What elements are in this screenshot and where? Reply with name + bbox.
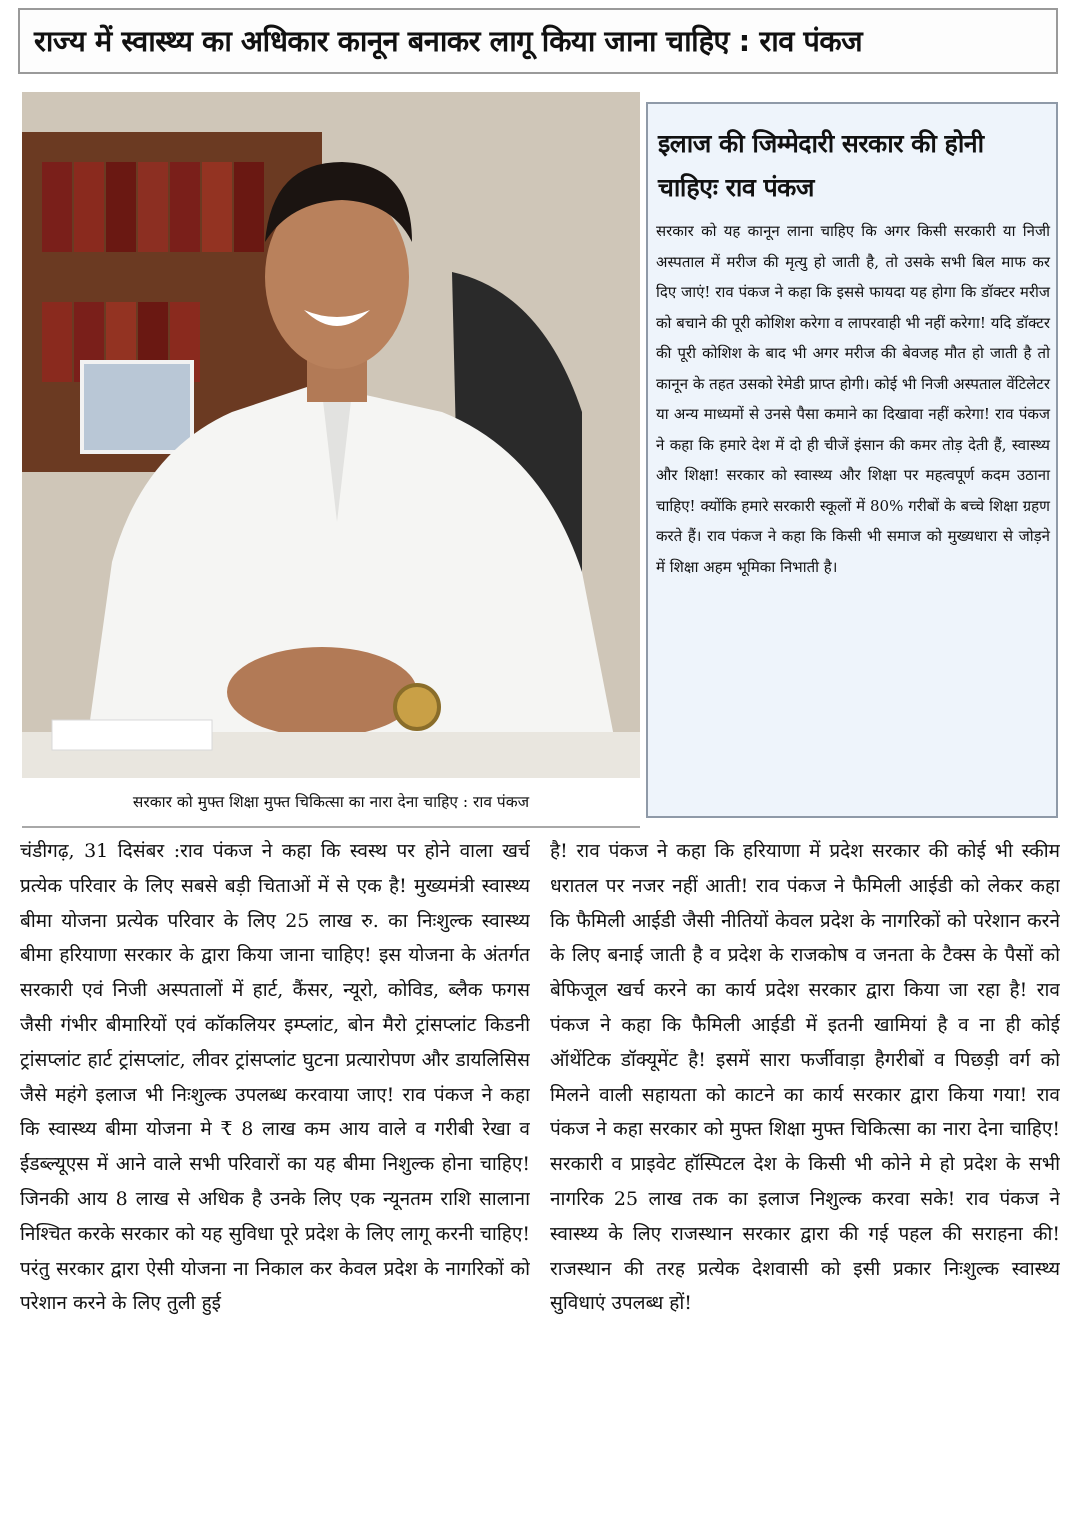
sidebar-title: इलाज की जिम्मेदारी सरकार की होनी चाहिएः राव पंकज bbox=[658, 129, 984, 202]
headline: राज्य में स्वास्थ्य का अधिकार कानून बनाकर लागू किया जाना चाहिए : राव पंकज bbox=[34, 24, 863, 58]
article-column-right: है! राव पंकज ने कहा कि हरियाणा में प्रदेश सरकार की कोई भी स्कीम धरातल पर नजर नहीं आती! राव पंकज ने फैमिली आईडी को लेकर कहा कि फैमिली आईडी जैसी नीतियों केवल प्रदेश के नागरिकों को परेशान करने के लिए बनाई जाती है व प्रदेश के राजकोष व जनता के टैक्स के पैसों को बेफिजूल खर्च करने का कार्य प्रदेश सरकार द्वारा किया जा रहा है! राव पंकज ने कहा कि फैमिली आईडी में इतनी खामियां है व ना ही कोई ऑथेंटिक डॉक्यूमेंट है! इसमें सारा फर्जीवाड़ा हैगरीबों व पिछड़ी वर्ग को मिलने वाली सहायता को काटने का कार्य सरकार द्वारा किया गया! राव पंकज ने कहा सरकार को मुफ्त शिक्षा मुफ्त चिकित्सा का नारा देना चाहिए! सरकारी व प्राइवेट हॉस्पिटल देश के किसी भी कोने मे हो प्रदेश के सभी नागरिक 25 लाख तक का इलाज निशुल्क करवा सके! राव पंकज ने स्वास्थ्य के लिए राजस्थान सरकार द्वारा की गई पहल की सराहना की! राजस्थान की तरह प्रत्येक देशवासी को इसी प्रकार निःशुल्क स्वास्थ्य सुविधाएं उपलब्ध हों! bbox=[550, 840, 1060, 1315]
framed-picture bbox=[82, 362, 192, 452]
papers bbox=[52, 720, 212, 750]
sidebar-box bbox=[646, 102, 1058, 818]
sidebar-body: सरकार को यह कानून लाना चाहिए कि अगर किसी सरकारी या निजी अस्पताल में मरीज की मृत्यु हो जाती है, तो उसके सभी बिल माफ कर दिए जाएं! राव पंकज ने कहा कि इससे फायदा यह होगा कि डॉक्टर मरीज को बचाने की पूरी कोशिश करेगा व लापरवाही भी नहीं करेगा! यदि डॉक्टर की पूरी कोशिश के बाद भी अगर मरीज की बेवजह मौत हो जाती है तो कानून के तहत उसको रेमेडी प्राप्त होगी। कोई भी निजी अस्पताल वेंटिलेटर या अन्य माध्यमों से उनसे पैसा कमाने का दिखावा नहीं करेगा! राव पंकज ने कहा कि हमारे देश में दो ही चीजें इंसान की कमर तोड़ देती हैं, स्वास्थ्य और शिक्षा! सरकार को स्वास्थ्य और शिक्षा पर महत्वपूर्ण कदम उठाना चाहिए! क्योंकि हमारे सरकारी स्कूलों में 80% गरीबों के बच्चे शिक्षा ग्रहण करते हैं। राव पंकज ने कहा कि किसी भी समाज को मुख्यधारा से जोड़ने में शिक्षा अहम भूमिका निभाती है। bbox=[656, 222, 1050, 576]
headline-box bbox=[18, 8, 1058, 74]
photo-caption: सरकार को मुफ्त शिक्षा मुफ्त चिकित्सा का नारा देना चाहिए : राव पंकज bbox=[132, 793, 530, 811]
clasped-hands bbox=[227, 647, 417, 737]
caption-divider bbox=[22, 826, 640, 828]
wristwatch bbox=[395, 685, 439, 729]
article-column-left: चंडीगढ़, 31 दिसंबर :राव पंकज ने कहा कि स्वस्थ पर होने वाला खर्च प्रत्येक परिवार के लिए सबसे बड़ी चिताओं में से एक है! मुख्यमंत्री स्वास्थ्य बीमा योजना प्रत्येक परिवार के लिए 25 लाख रु. का निःशुल्क स्वास्थ्य बीमा हरियाणा सरकार के द्वारा किया जाना चाहिए! इस योजना के अंतर्गत सरकारी एवं निजी अस्पतालों में हार्ट, कैंसर, न्यूरो, कोविड, ब्लैक फगस जैसी गंभीर बीमारियों एवं कॉकलियर इम्प्लांट, बोन मैरो ट्रांसप्लांट किडनी ट्रांसप्लांट हार्ट ट्रांसप्लांट, लीवर ट्रांसप्लांट घुटना प्रत्यारोपण और डायलिसिस जैसे महंगे इलाज भी निःशुल्क उपलब्ध करवाया जाए! राव पंकज ने कहा कि स्वास्थ्य बीमा योजना मे ₹ 8 लाख कम आय वाले व गरीबी रेखा व ईडब्ल्यूएस में आने वाले सभी परिवारों का यह बीमा निशुल्क होना चाहिए! जिनकी आय 8 लाख से अधिक है उनके लिए एक न्यूनतम राशि सालाना निश्चित करके सरकार को यह सुविधा पूरे प्रदेश के लिए लागू करनी चाहिए! परंतु सरकार द्वारा ऐसी योजना ना निकाल कर केवल प्रदेश के नागरिकों को परेशान करने के लिए तुली हुई bbox=[20, 840, 530, 1315]
photo bbox=[22, 92, 640, 778]
photo-illustration bbox=[22, 92, 640, 778]
